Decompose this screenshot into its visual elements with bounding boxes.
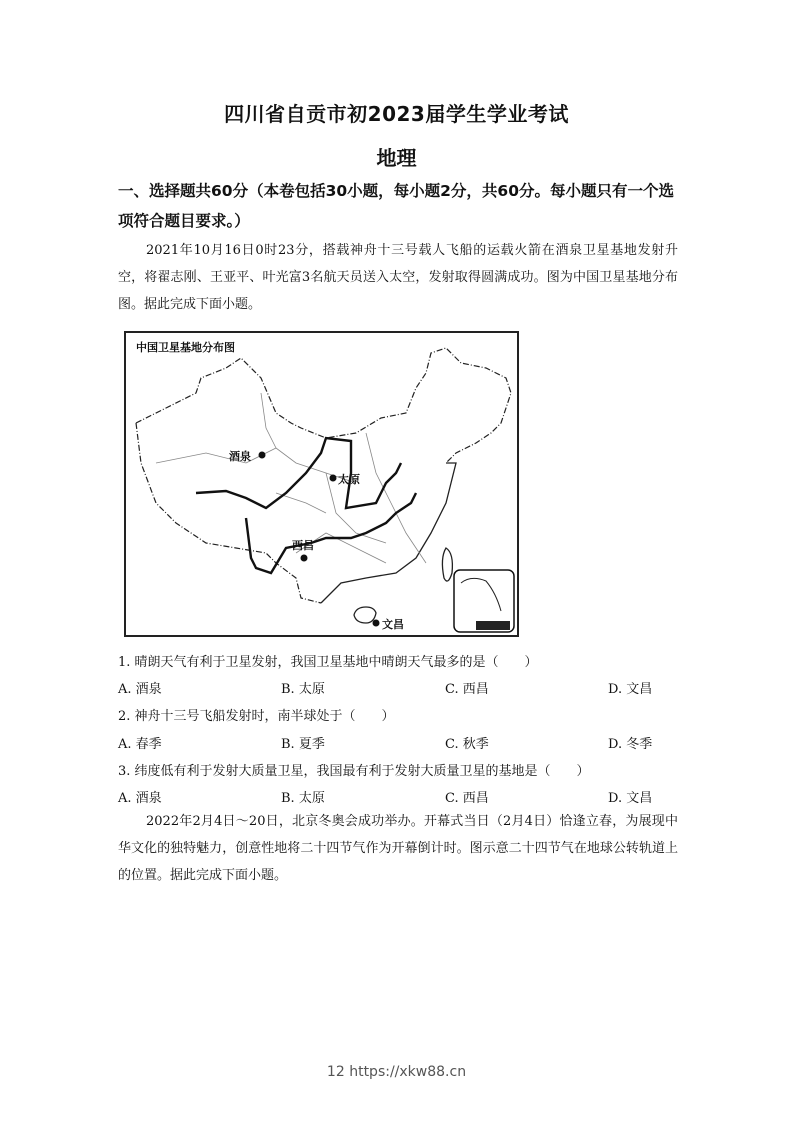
page-number: 12 — [326, 1064, 345, 1080]
option-b[interactable]: B. 太原 — [281, 682, 325, 697]
footer-link[interactable]: https://xkw88.cn — [349, 1064, 467, 1080]
city-label-jiuquan: 酒泉 — [229, 450, 251, 463]
page-footer — [0, 1064, 793, 1080]
option-a[interactable]: A. 酒泉 — [118, 682, 162, 697]
option-d[interactable]: D. 文昌 — [608, 791, 653, 806]
option-a[interactable]: A. 春季 — [118, 737, 162, 752]
question-3-stem: 3. 纬度低有利于发射大质量卫星，我国最有利于发射大质量卫星的基地是（ ） — [118, 764, 590, 779]
city-label-taiyuan: 太原 — [338, 473, 360, 486]
exam-title: 四川省自贡市初2023届学生学业考试 — [224, 102, 569, 126]
map-outline-icon — [126, 333, 517, 635]
china-satellite-base-map — [124, 331, 519, 637]
passage-2: 2022年2月4日～20日，北京冬奥会成功举办。开幕式当日（2月4日）恰逢立春，为展现中华文化的独特魅力，创意性地将二十四节气作为开幕倒计时。图示意二十四节气在地球公转轨道上的位置。据此完成下面小题。 — [118, 814, 678, 883]
question-1-stem: 1. 晴朗天气有利于卫星发射，我国卫星基地中晴朗天气最多的是（ ） — [118, 655, 538, 670]
option-c[interactable]: C. 西昌 — [445, 791, 489, 806]
map-title: 中国卫星基地分布图 — [136, 341, 235, 354]
option-c[interactable]: C. 西昌 — [445, 682, 489, 697]
section-heading: 一、选择题共60分（本卷包括30小题，每小题2分，共60分。每小题只有一个选项符合题目要求。） — [118, 182, 674, 230]
option-b[interactable]: B. 夏季 — [281, 737, 325, 752]
question-2-stem: 2. 神舟十三号飞船发射时，南半球处于（ ） — [118, 709, 395, 724]
option-c[interactable]: C. 秋季 — [445, 737, 489, 752]
option-d[interactable]: D. 文昌 — [608, 682, 653, 697]
option-a[interactable]: A. 酒泉 — [118, 791, 162, 806]
passage-1: 2021年10月16日0时23分，搭载神舟十三号载人飞船的运载火箭在酒泉卫星基地发射升空，将翟志刚、王亚平、叶光富3名航天员送入太空，发射取得圆满成功。图为中国卫星基地分布图。据此完成下面小题。 — [118, 243, 678, 312]
option-d[interactable]: D. 冬季 — [608, 737, 653, 752]
city-label-wenchang: 文昌 — [382, 618, 404, 631]
city-label-xichang: 西昌 — [292, 539, 314, 552]
option-b[interactable]: B. 太原 — [281, 791, 325, 806]
subject-title: 地理 — [376, 146, 417, 170]
